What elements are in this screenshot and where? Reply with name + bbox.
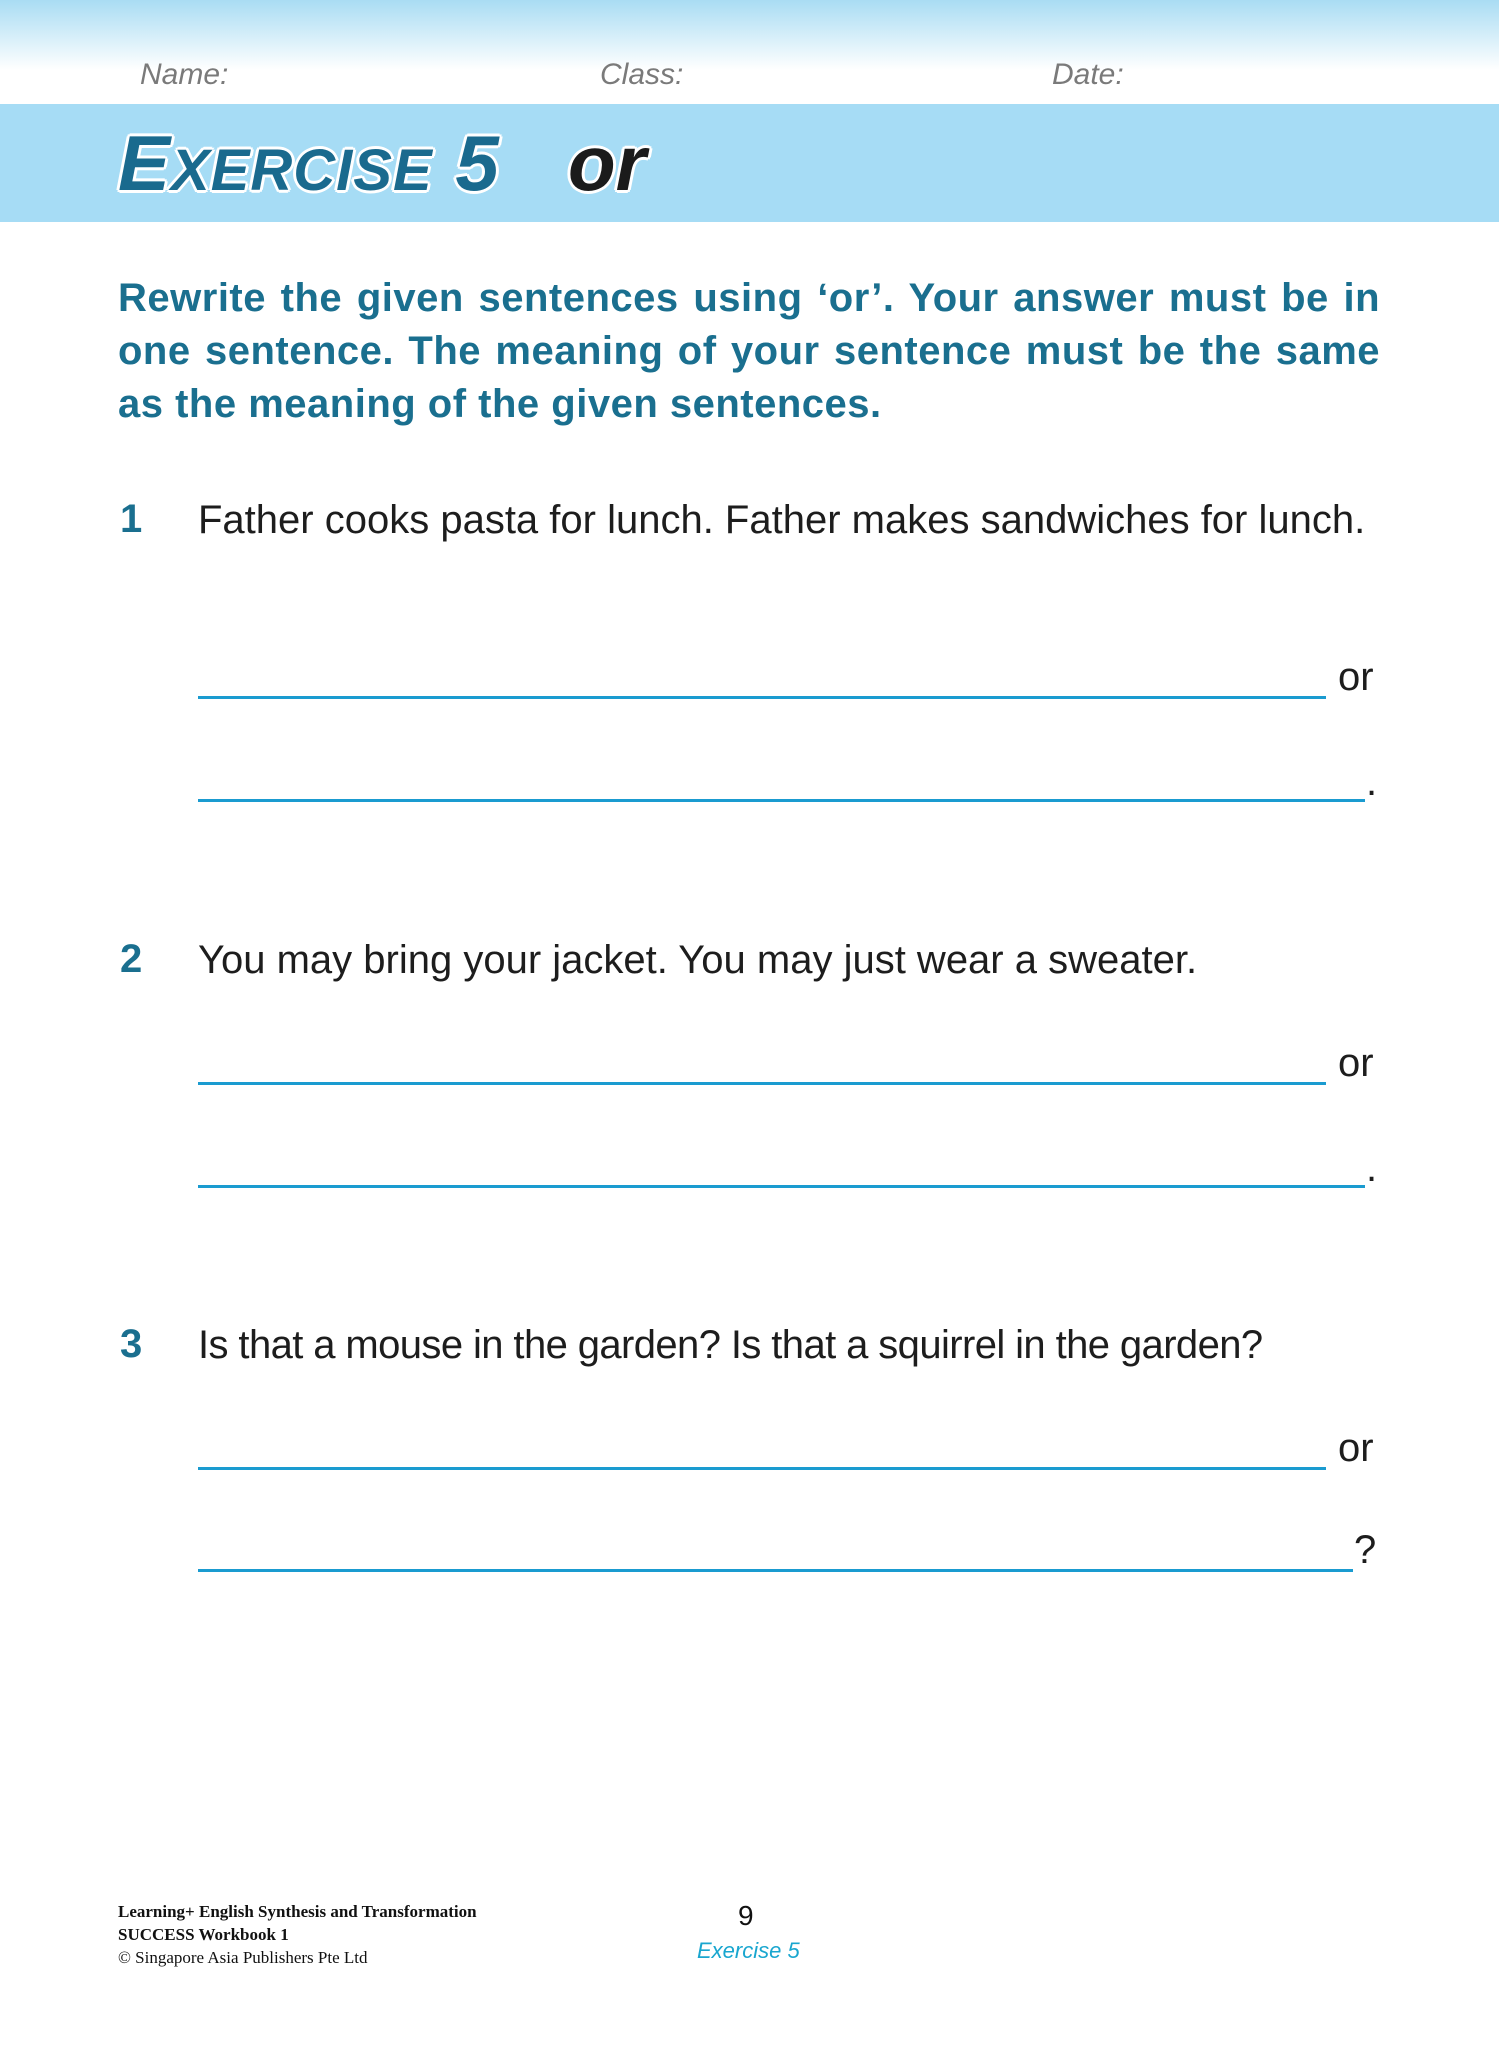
connector-or: or [1338,1041,1374,1085]
answer-line[interactable] [198,1467,1326,1470]
answer-line[interactable] [198,1569,1353,1572]
exercise-title [118,118,500,209]
exercise-number: 5 [455,119,500,207]
sentence-ending: . [1366,760,1378,804]
answer-line[interactable] [198,1185,1365,1188]
book-series: Learning+ English Synthesis and Transformation [118,1902,477,1921]
page-number: 9 [738,1900,754,1931]
book-title: SUCCESS Workbook 1 [118,1925,289,1944]
footer-section: Exercise 5 [697,1938,800,1963]
question-number: 1 [120,497,143,541]
answer-line[interactable] [198,799,1365,802]
question-text: Is that a mouse in the garden? Is that a squirrel in the garden? [198,1323,1263,1367]
instructions: Rewrite the given sentences using ‘or’. Your answer must be in one sentence. The meaning of your sentence must be the same as the meaning of the given sentences. [118,276,1380,426]
answer-line[interactable] [198,1082,1326,1085]
answer-line[interactable] [198,696,1326,699]
date-label: Date: [1052,58,1124,91]
connector-or: or [1338,655,1374,699]
sentence-ending: ? [1354,1528,1377,1572]
name-label: Name: [140,58,229,91]
exercise-topic: or [568,119,646,207]
title-rest: XERCISE [171,138,433,203]
sentence-ending: . [1366,1146,1378,1190]
class-label: Class: [600,58,684,91]
connector-or: or [1338,1426,1374,1470]
question-text: You may bring your jacket. You may just wear a sweater. [198,938,1198,982]
question-number: 3 [120,1322,143,1366]
title-first-letter: E [118,119,172,207]
question-number: 2 [120,937,143,981]
question-text: Father cooks pasta for lunch. Father makes sandwiches for lunch. [198,498,1366,542]
footer-credits [118,1900,477,1969]
copyright: © Singapore Asia Publishers Pte Ltd [118,1948,368,1967]
